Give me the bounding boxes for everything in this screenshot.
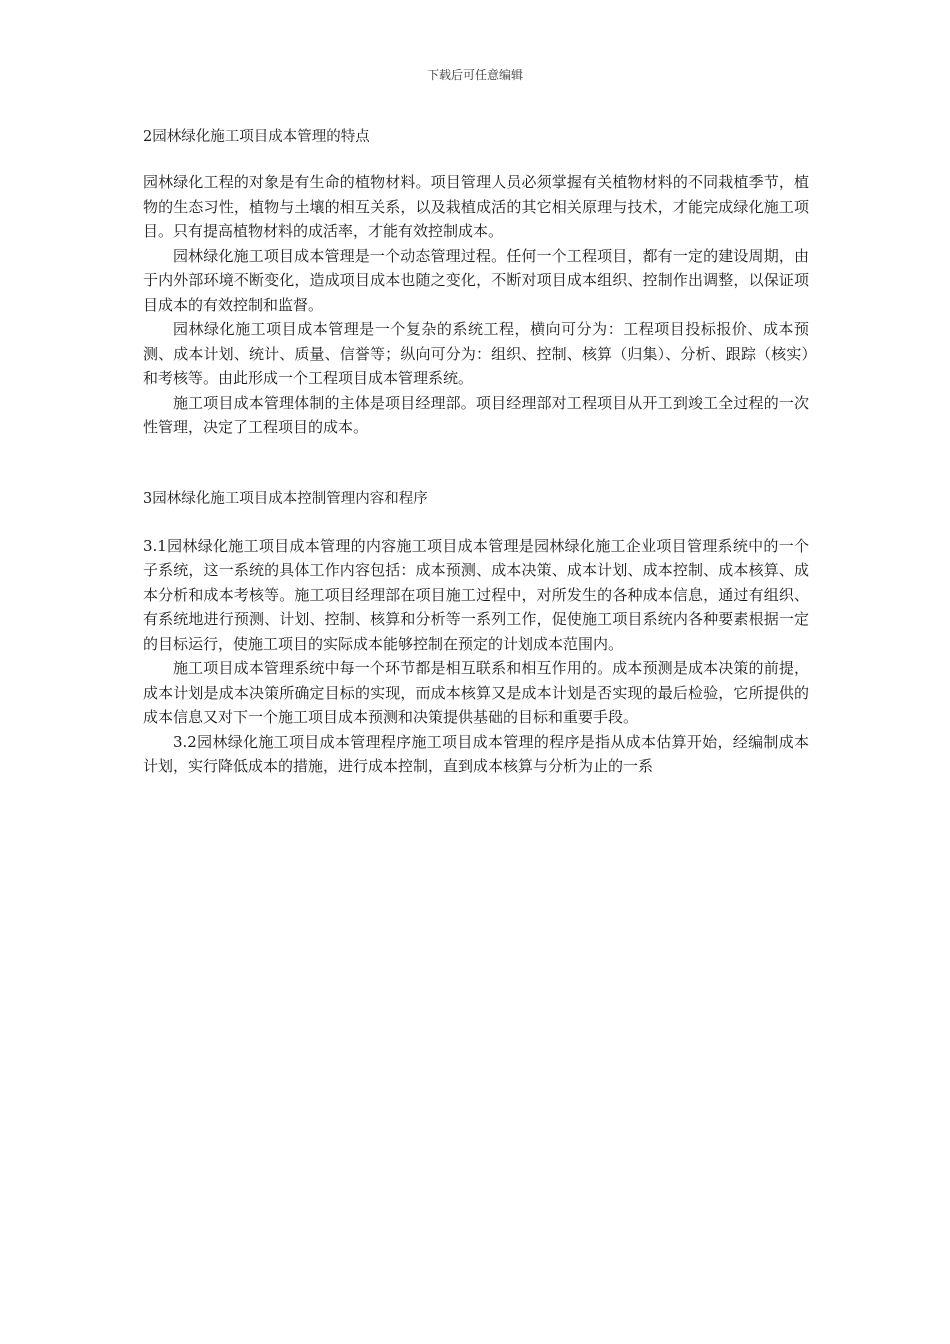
section-2-paragraph-2: 园林绿化施工项目成本管理是一个动态管理过程。任何一个工程项目，都有一定的建设周期，由于内外部环境不断变化，造成项目成本也随之变化，不断对项目成本组织、控制作出调整，以保证项目成本的有效控制和监督。 xyxy=(143,246,809,314)
section-2-paragraph-1: 园林绿化工程的对象是有生命的植物材料。项目管理人员必须掌握有关植物材料的不同栽植季节，植物的生态习性，植物与土壤的相互关系，以及栽植成活的其它相关原理与技术，才能完成绿化施工项目。只有提高植物材料的成活率，才能有效控制成本。 xyxy=(143,173,809,240)
section-2-paragraph-4: 施工项目成本管理体制的主体是项目经理部。项目经理部对工程项目从开工到竣工全过程的一次性管理，决定了工程项目的成本。 xyxy=(143,393,809,436)
document-body xyxy=(143,124,809,779)
section-3-heading: 3园林绿化施工项目成本控制管理内容和程序 xyxy=(143,490,428,507)
page-header: 下载后可任意编辑 xyxy=(426,68,523,82)
section-3-paragraph-3: 3.2园林绿化施工项目成本管理程序施工项目成本管理的程序是指从成本估算开始，经编制成本计划，实行降低成本的措施，进行成本控制，直到成本核算与分析为止的一系 xyxy=(143,732,809,775)
section-2-paragraph-3: 园林绿化施工项目成本管理是一个复杂的系统工程，横向可分为：工程项目投标报价、成本预测、成本计划、统计、质量、信誉等；纵向可分为：组织、控制、核算（归集）、分析、跟踪（核实）和考核等。由此形成一个工程项目成本管理系统。 xyxy=(143,320,809,387)
section-3-paragraph-2: 施工项目成本管理系统中每一个环节都是相互联系和相互作用的。成本预测是成本决策的前提，成本计划是成本决策所确定目标的实现，而成本核算又是成本计划是否实现的最后检验，它所提供的成本信息又对下一个施工项目成本预测和决策提供基础的目标和重要手段。 xyxy=(143,659,809,726)
section-2-heading: 2园林绿化施工项目成本管理的特点 xyxy=(143,129,370,145)
section-3-paragraph-1: 3.1园林绿化施工项目成本管理的内容施工项目成本管理是园林绿化施工企业项目管理系统中的一个子系统，这一系统的具体工作内容包括：成本预测、成本决策、成本计划、成本控制、成本核算、成本分析和成本考核等。施工项目经理部在项目施工过程中，对所发生的各种成本信息，通过有组织、有系统地进行预测、计划、控制、核算和分析等一系列工作，促使施工项目系统内各种要素根据一定的目标运行，使施工项目的实际成本能够控制在预定的计划成本范围内。 xyxy=(143,536,809,653)
